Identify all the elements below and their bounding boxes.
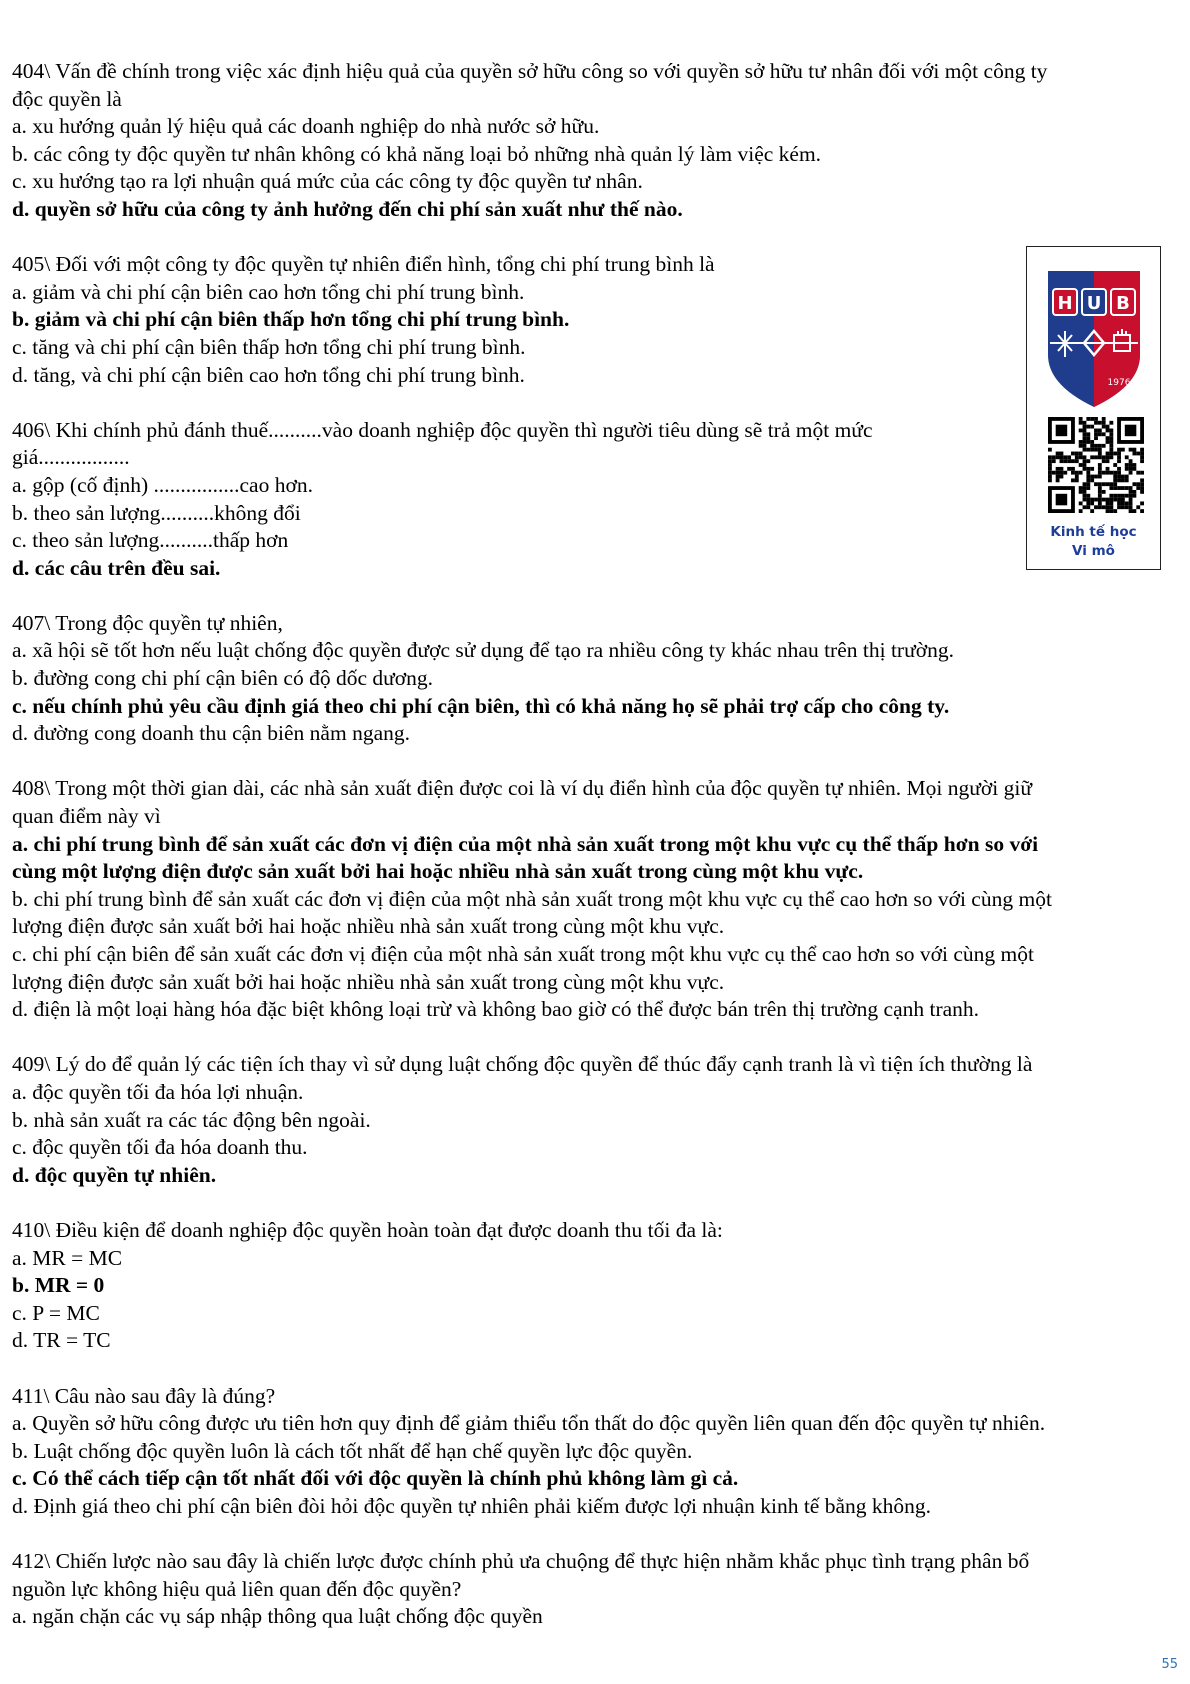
question-stem — [12, 417, 1002, 472]
answer-option — [12, 720, 1180, 748]
answer-option — [12, 1410, 1180, 1438]
answer-option — [12, 1438, 1180, 1466]
answer-option — [12, 306, 1180, 334]
question-stem-line: 410\ Điều kiện để doanh nghiệp độc quyền hoàn toàn đạt được doanh thu tối đa là: — [12, 1217, 723, 1242]
answer-option — [12, 1245, 1180, 1273]
logo-letter-h: H — [1057, 293, 1073, 314]
answer-option-line: c. nếu chính phủ yêu cầu định giá theo chi phí cận biên, thì có khả năng họ sẽ phải trợ cấp cho công ty. — [12, 693, 950, 718]
answer-option — [12, 1162, 1180, 1190]
answer-option-line: c. xu hướng tạo ra lợi nhuận quá mức của các công ty độc quyền tư nhân. — [12, 169, 643, 194]
answer-option-line: b. giảm và chi phí cận biên thấp hơn tổng chi phí trung bình. — [12, 307, 570, 332]
answer-option-line: a. MR = MC — [12, 1245, 123, 1270]
answer-option-line: b. nhà sản xuất ra các tác động bên ngoài. — [12, 1107, 371, 1132]
answer-option-line: lượng điện được sản xuất bởi hai hoặc nhiều nhà sản xuất trong cùng một khu vực. — [12, 914, 725, 939]
answer-option-line: a. gộp (cố định) ................cao hơn. — [12, 472, 313, 497]
question-410 — [12, 1217, 1180, 1355]
qr-code-icon — [1048, 417, 1144, 513]
question-list — [12, 58, 1180, 1658]
hub-shield-logo — [1046, 269, 1142, 409]
answer-option-line: c. độc quyền tối đa hóa doanh thu. — [12, 1135, 308, 1160]
question-stem — [12, 1548, 1180, 1603]
answer-option-line: d. điện là một loại hàng hóa đặc biệt không loại trừ và không bao giờ có thể được bán trên thị trường cạnh tranh. — [12, 997, 980, 1022]
question-stem — [12, 775, 1180, 830]
question-stem-line: 412\ Chiến lược nào sau đây là chiến lược được chính phủ ưa chuộng để thực hiện nhằm khắc phục tình trạng phân bổ — [12, 1549, 1030, 1574]
logo-year: 1976 — [1107, 378, 1131, 388]
question-stem — [12, 1217, 1180, 1245]
answer-option — [12, 555, 1180, 583]
answer-option — [12, 1603, 1180, 1631]
question-stem — [12, 1383, 1180, 1411]
answer-option-line: b. chi phí trung bình để sản xuất các đơn vị điện của một nhà sản xuất trong một khu vực cụ thể cao hơn so với cùng một — [12, 886, 1052, 911]
answer-option-line: a. Quyền sở hữu công được ưu tiên hơn quy định để giảm thiểu tổn thất do độc quyền liên quan đến độc quyền tự nhiên. — [12, 1411, 1046, 1436]
logo-letter-b: B — [1116, 293, 1130, 314]
question-stem-line: 405\ Đối với một công ty độc quyền tự nhiên điển hình, tổng chi phí trung bình là — [12, 252, 715, 277]
logo-title-line1: Kinh tế học — [1050, 524, 1137, 540]
answer-option — [12, 196, 1180, 224]
answer-option-line: b. MR = 0 — [12, 1273, 105, 1298]
answer-option — [12, 279, 1180, 307]
answer-option — [12, 831, 1180, 886]
answer-option — [12, 334, 1180, 362]
question-stem-line: 406\ Khi chính phủ đánh thuế..........vào doanh nghiệp độc quyền thì người tiêu dùng sẽ trả một mức — [12, 417, 873, 442]
question-stem-line: quan điểm này vì — [12, 804, 161, 829]
answer-option — [12, 665, 1180, 693]
question-409 — [12, 1051, 1180, 1189]
answer-option-line: d. tăng, và chi phí cận biên cao hơn tổng chi phí trung bình. — [12, 362, 525, 387]
answer-option-line: d. các câu trên đều sai. — [12, 555, 221, 580]
answer-option-line: a. độc quyền tối đa hóa lợi nhuận. — [12, 1079, 304, 1104]
question-stem-line: giá................. — [12, 445, 130, 470]
answer-option — [12, 941, 1180, 996]
answer-option — [12, 1327, 1180, 1355]
question-stem-line: độc quyền là — [12, 86, 122, 111]
answer-option — [12, 1079, 1180, 1107]
answer-option — [12, 500, 1180, 528]
answer-option-line: c. tăng và chi phí cận biên thấp hơn tổng chi phí trung bình. — [12, 334, 526, 359]
answer-option — [12, 527, 1180, 555]
question-stem-line: 404\ Vấn đề chính trong việc xác định hiệu quả của quyền sở hữu công so với quyền sở hữu tư nhân đối với một công ty — [12, 59, 1048, 83]
answer-option — [12, 886, 1180, 941]
answer-option — [12, 1272, 1180, 1300]
question-stem-line: nguồn lực không hiệu quả liên quan đến độc quyền? — [12, 1576, 462, 1601]
answer-option-line: d. TR = TC — [12, 1328, 111, 1353]
answer-option-line: b. đường cong chi phí cận biên có độ dốc dương. — [12, 666, 434, 691]
question-408 — [12, 775, 1180, 1023]
answer-option — [12, 168, 1180, 196]
answer-option-line: c. theo sản lượng..........thấp hơn — [12, 528, 289, 553]
hub-logo-card — [1026, 246, 1161, 570]
question-406 — [12, 417, 1180, 583]
answer-option-line: a. xã hội sẽ tốt hơn nếu luật chống độc quyền được sử dụng để tạo ra nhiều công ty khác nhau trên thị trường. — [12, 638, 954, 663]
answer-option-line: b. Luật chống độc quyền luôn là cách tốt nhất để hạn chế quyền lực độc quyền. — [12, 1438, 693, 1463]
answer-option — [12, 1493, 1180, 1521]
answer-option — [12, 362, 1180, 390]
answer-option — [12, 637, 1180, 665]
question-stem — [12, 251, 1002, 279]
question-stem — [12, 58, 1180, 113]
logo-card-title — [1027, 523, 1160, 561]
question-411 — [12, 1383, 1180, 1521]
answer-option-line: d. quyền sở hữu của công ty ảnh hưởng đến chi phí sản xuất như thế nào. — [12, 196, 683, 221]
question-stem-line: 409\ Lý do để quản lý các tiện ích thay vì sử dụng luật chống độc quyền để thúc đẩy cạnh tranh là vì tiện ích thường là — [12, 1052, 1033, 1077]
answer-option — [12, 1465, 1180, 1493]
answer-option-line: c. Có thể cách tiếp cận tốt nhất đối với độc quyền là chính phủ không làm gì cả. — [12, 1466, 739, 1491]
answer-option — [12, 1107, 1180, 1135]
answer-option — [12, 996, 1180, 1024]
question-404 — [12, 58, 1180, 224]
answer-option — [12, 113, 1180, 141]
question-stem — [12, 610, 1180, 638]
answer-option-line: c. chi phí cận biên để sản xuất các đơn vị điện của một nhà sản xuất trong một khu vực cụ thể cao hơn so với cùng một — [12, 942, 1034, 966]
answer-option — [12, 141, 1180, 169]
answer-option — [12, 1134, 1180, 1162]
question-412 — [12, 1548, 1180, 1631]
answer-option-line: lượng điện được sản xuất bởi hai hoặc nhiều nhà sản xuất trong cùng một khu vực. — [12, 969, 725, 994]
answer-option-line: b. theo sản lượng..........không đổi — [12, 500, 301, 525]
question-stem — [12, 1051, 1180, 1079]
answer-option-line: d. độc quyền tự nhiên. — [12, 1162, 217, 1187]
question-stem-line: 407\ Trong độc quyền tự nhiên, — [12, 610, 283, 635]
answer-option-line: b. các công ty độc quyền tư nhân không có khả năng loại bỏ những nhà quản lý làm việc kém. — [12, 141, 822, 166]
logo-letter-u: U — [1086, 293, 1102, 314]
page-number: 55 — [1161, 1657, 1178, 1672]
answer-option-line: a. giảm và chi phí cận biên cao hơn tổng chi phí trung bình. — [12, 279, 525, 304]
question-stem-line: 411\ Câu nào sau đây là đúng? — [12, 1383, 276, 1408]
answer-option-line: cùng một lượng điện được sản xuất bởi hai hoặc nhiều nhà sản xuất trong cùng một khu vực. — [12, 859, 864, 884]
answer-option-line: a. ngăn chặn các vụ sáp nhập thông qua luật chống độc quyền — [12, 1604, 543, 1629]
question-405 — [12, 251, 1180, 389]
logo-title-line2: Vi mô — [1072, 543, 1115, 559]
answer-option-line: d. đường cong doanh thu cận biên nằm ngang. — [12, 721, 410, 746]
question-stem-line: 408\ Trong một thời gian dài, các nhà sản xuất điện được coi là ví dụ điển hình của độc quyền tự nhiên. Mọi người giữ — [12, 776, 1032, 801]
answer-option-line: a. chi phí trung bình để sản xuất các đơn vị điện của một nhà sản xuất trong một khu vực cụ thể thấp hơn so với — [12, 831, 1039, 856]
answer-option-line: d. Định giá theo chi phí cận biên đòi hỏi độc quyền tự nhiên phải kiếm được lợi nhuận kinh tế bằng không. — [12, 1493, 932, 1518]
answer-option — [12, 472, 1180, 500]
answer-option-line: a. xu hướng quản lý hiệu quả các doanh nghiệp do nhà nước sở hữu. — [12, 114, 600, 139]
answer-option-line: c. P = MC — [12, 1300, 100, 1325]
answer-option — [12, 693, 1180, 721]
question-407 — [12, 610, 1180, 748]
answer-option — [12, 1300, 1180, 1328]
